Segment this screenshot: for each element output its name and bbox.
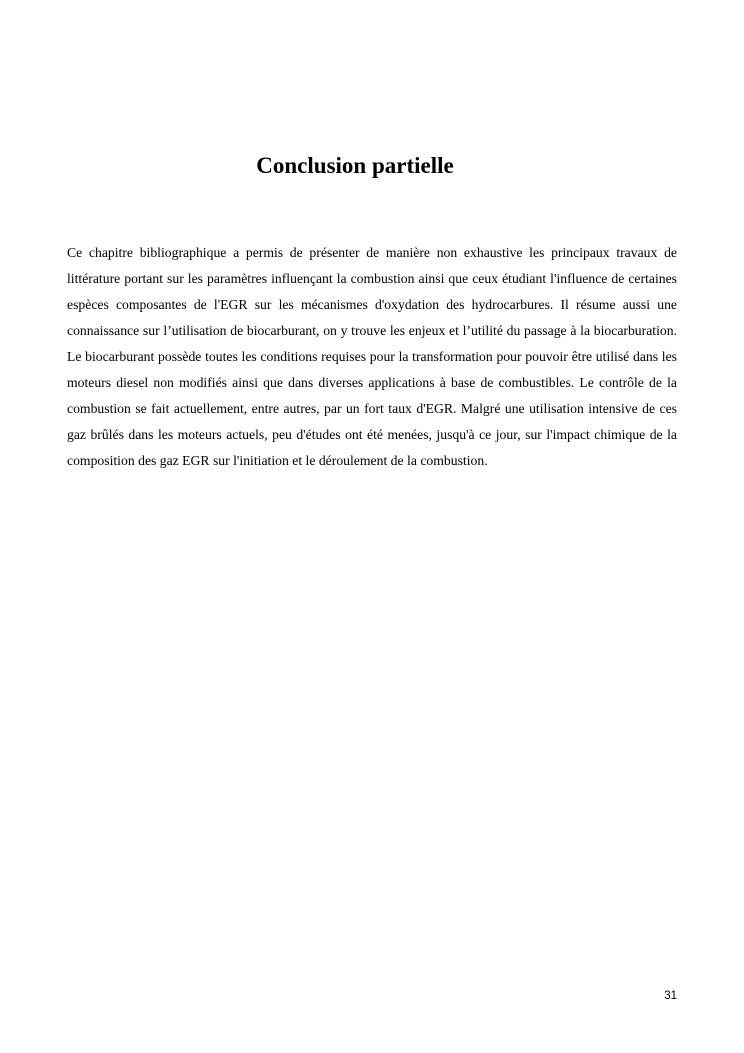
page-number: 31 xyxy=(664,990,677,1002)
page-title: Conclusion partielle xyxy=(256,153,454,178)
conclusion-paragraph: Ce chapitre bibliographique a permis de présenter de manière non exhaustive les principaux travaux de littérature portant sur les paramètres influençant la combustion ainsi que ceux étudiant l'influence de certaines espèces composantes de l'EGR sur les mécanismes d'oxydation des hydrocarbures. Il résume aussi une connaissance sur l’utilisation de biocarburant, on y trouve les enjeux et l’utilité du passage à la biocarburation. Le biocarburant possède toutes les conditions requises pour la transformation pour pouvoir être utilisé dans les moteurs diesel non modifiés ainsi que dans diverses applications à base de combustibles. Le contrôle de la combustion se fait actuellement, entre autres, par un fort taux d'EGR. Malgré une utilisation intensive de ces gaz brûlés dans les moteurs actuels, peu d'études ont été menées, jusqu'à ce jour, sur l'impact chimique de la composition des gaz EGR sur l'initiation et le déroulement de la combustion. xyxy=(67,245,677,468)
